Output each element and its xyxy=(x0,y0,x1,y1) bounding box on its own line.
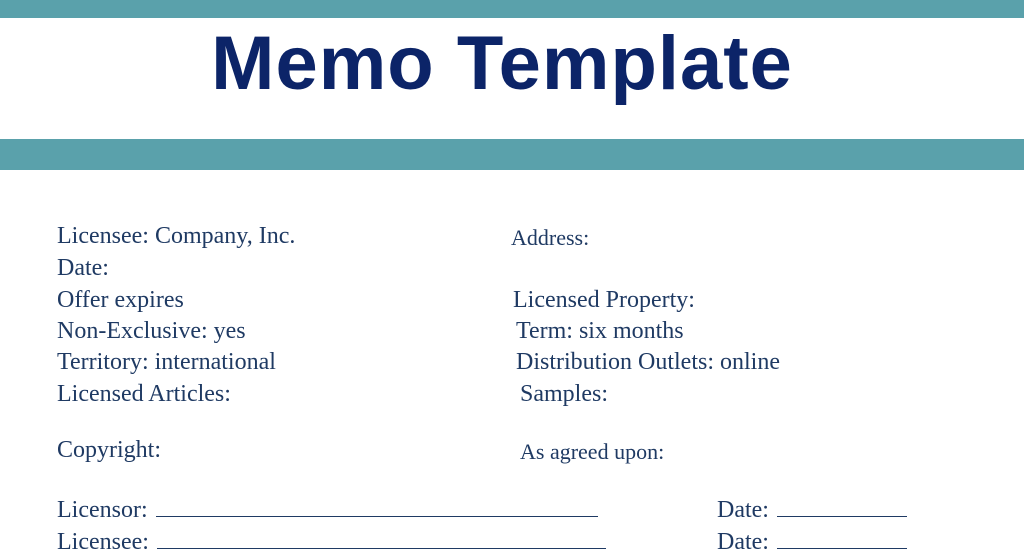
bottom-band xyxy=(0,139,1024,170)
field-as-agreed-upon: As agreed upon: xyxy=(520,439,665,464)
licensor-label: Licensor: xyxy=(57,497,148,523)
date-label-2: Date: xyxy=(717,529,769,555)
licensor-signature-row xyxy=(57,495,598,525)
field-non-exclusive: Non-Exclusive: yes xyxy=(57,318,246,344)
licensee-label: Licensee: xyxy=(57,529,149,555)
date-line-1[interactable] xyxy=(777,496,907,517)
field-licensed-articles: Licensed Articles: xyxy=(57,381,231,407)
field-licensee: Licensee: Company, Inc. xyxy=(57,223,296,249)
field-distribution-outlets: Distribution Outlets: online xyxy=(516,349,780,375)
field-term: Term: six months xyxy=(516,318,684,344)
top-band xyxy=(0,0,1024,18)
field-samples: Samples: xyxy=(520,381,608,407)
field-offer-expires: Offer expires xyxy=(57,287,184,313)
page-title: Memo Template xyxy=(211,21,793,106)
date-line-2[interactable] xyxy=(777,528,907,549)
licensor-signature-line[interactable] xyxy=(156,496,598,517)
date-row-2 xyxy=(717,527,907,557)
date-label-1: Date: xyxy=(717,497,769,523)
field-address: Address: xyxy=(511,225,590,250)
licensee-signature-row xyxy=(57,527,606,557)
field-copyright: Copyright: xyxy=(57,437,162,463)
field-territory: Territory: international xyxy=(57,349,276,375)
date-row-1 xyxy=(717,495,907,525)
field-date: Date: xyxy=(57,255,109,281)
licensee-signature-line[interactable] xyxy=(157,528,606,549)
field-licensed-property: Licensed Property: xyxy=(513,287,695,313)
